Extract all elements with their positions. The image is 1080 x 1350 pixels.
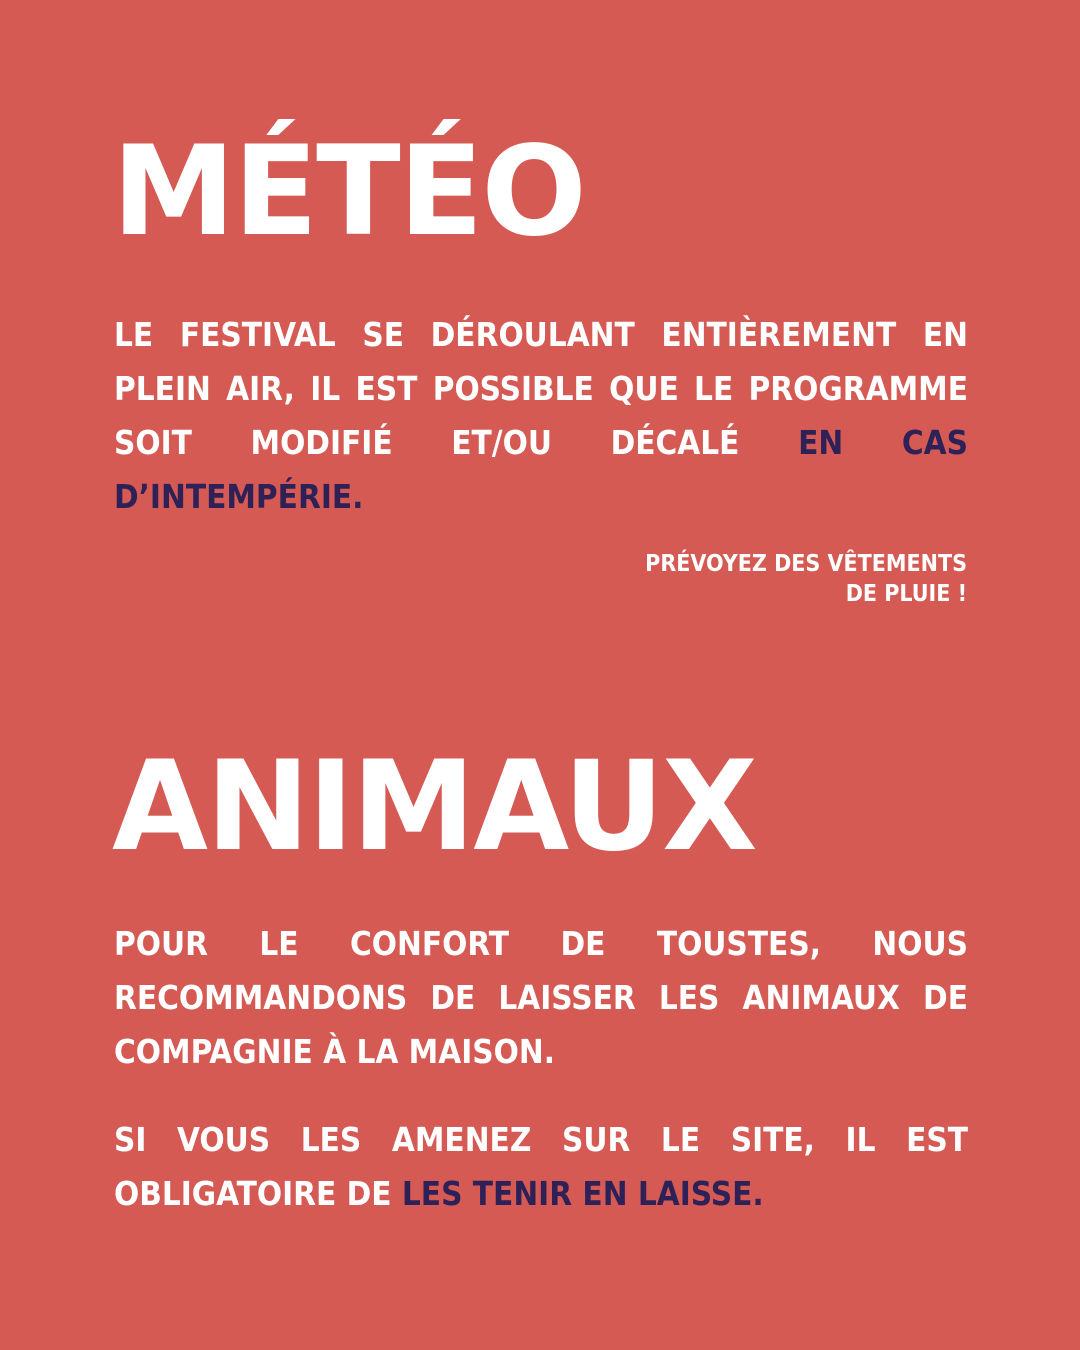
animaux-paragraph-1: POUR LE CONFORT DE TOUSTES, NOUS RECOMMANDONS DE LAISSER LES ANIMAUX DE COMPAGNIE À LA MAISON. bbox=[114, 924, 968, 1071]
meteo-paragraph-highlight: EN CAS D’INTEMPÉRIE. bbox=[114, 423, 968, 516]
animaux-paragraph-2 bbox=[114, 1113, 968, 1221]
animaux-paragraph-2-text: SI VOUS LES AMENEZ SUR LE SITE, IL EST OBLIGATOIRE DE bbox=[114, 1120, 968, 1213]
meteo-paragraph-text: LE FESTIVAL SE DÉROULANT ENTIÈREMENT EN PLEIN AIR, IL EST POSSIBLE QUE LE PROGRAMME SOIT MODIFIÉ ET/OU DÉCALÉ bbox=[114, 315, 968, 462]
rain-gear-note bbox=[447, 549, 967, 609]
animaux-paragraph-2-highlight: LES TENIR EN LAISSE. bbox=[401, 1174, 764, 1213]
meteo-paragraph bbox=[114, 308, 968, 524]
meteo-heading: MÉTÉO bbox=[112, 120, 585, 264]
rain-gear-note-line2: DE PLUIE ! bbox=[845, 581, 967, 607]
animaux-heading: ANIMAUX bbox=[112, 735, 756, 879]
rain-gear-note-line1: PRÉVOYEZ DES VÊTEMENTS bbox=[645, 551, 967, 577]
